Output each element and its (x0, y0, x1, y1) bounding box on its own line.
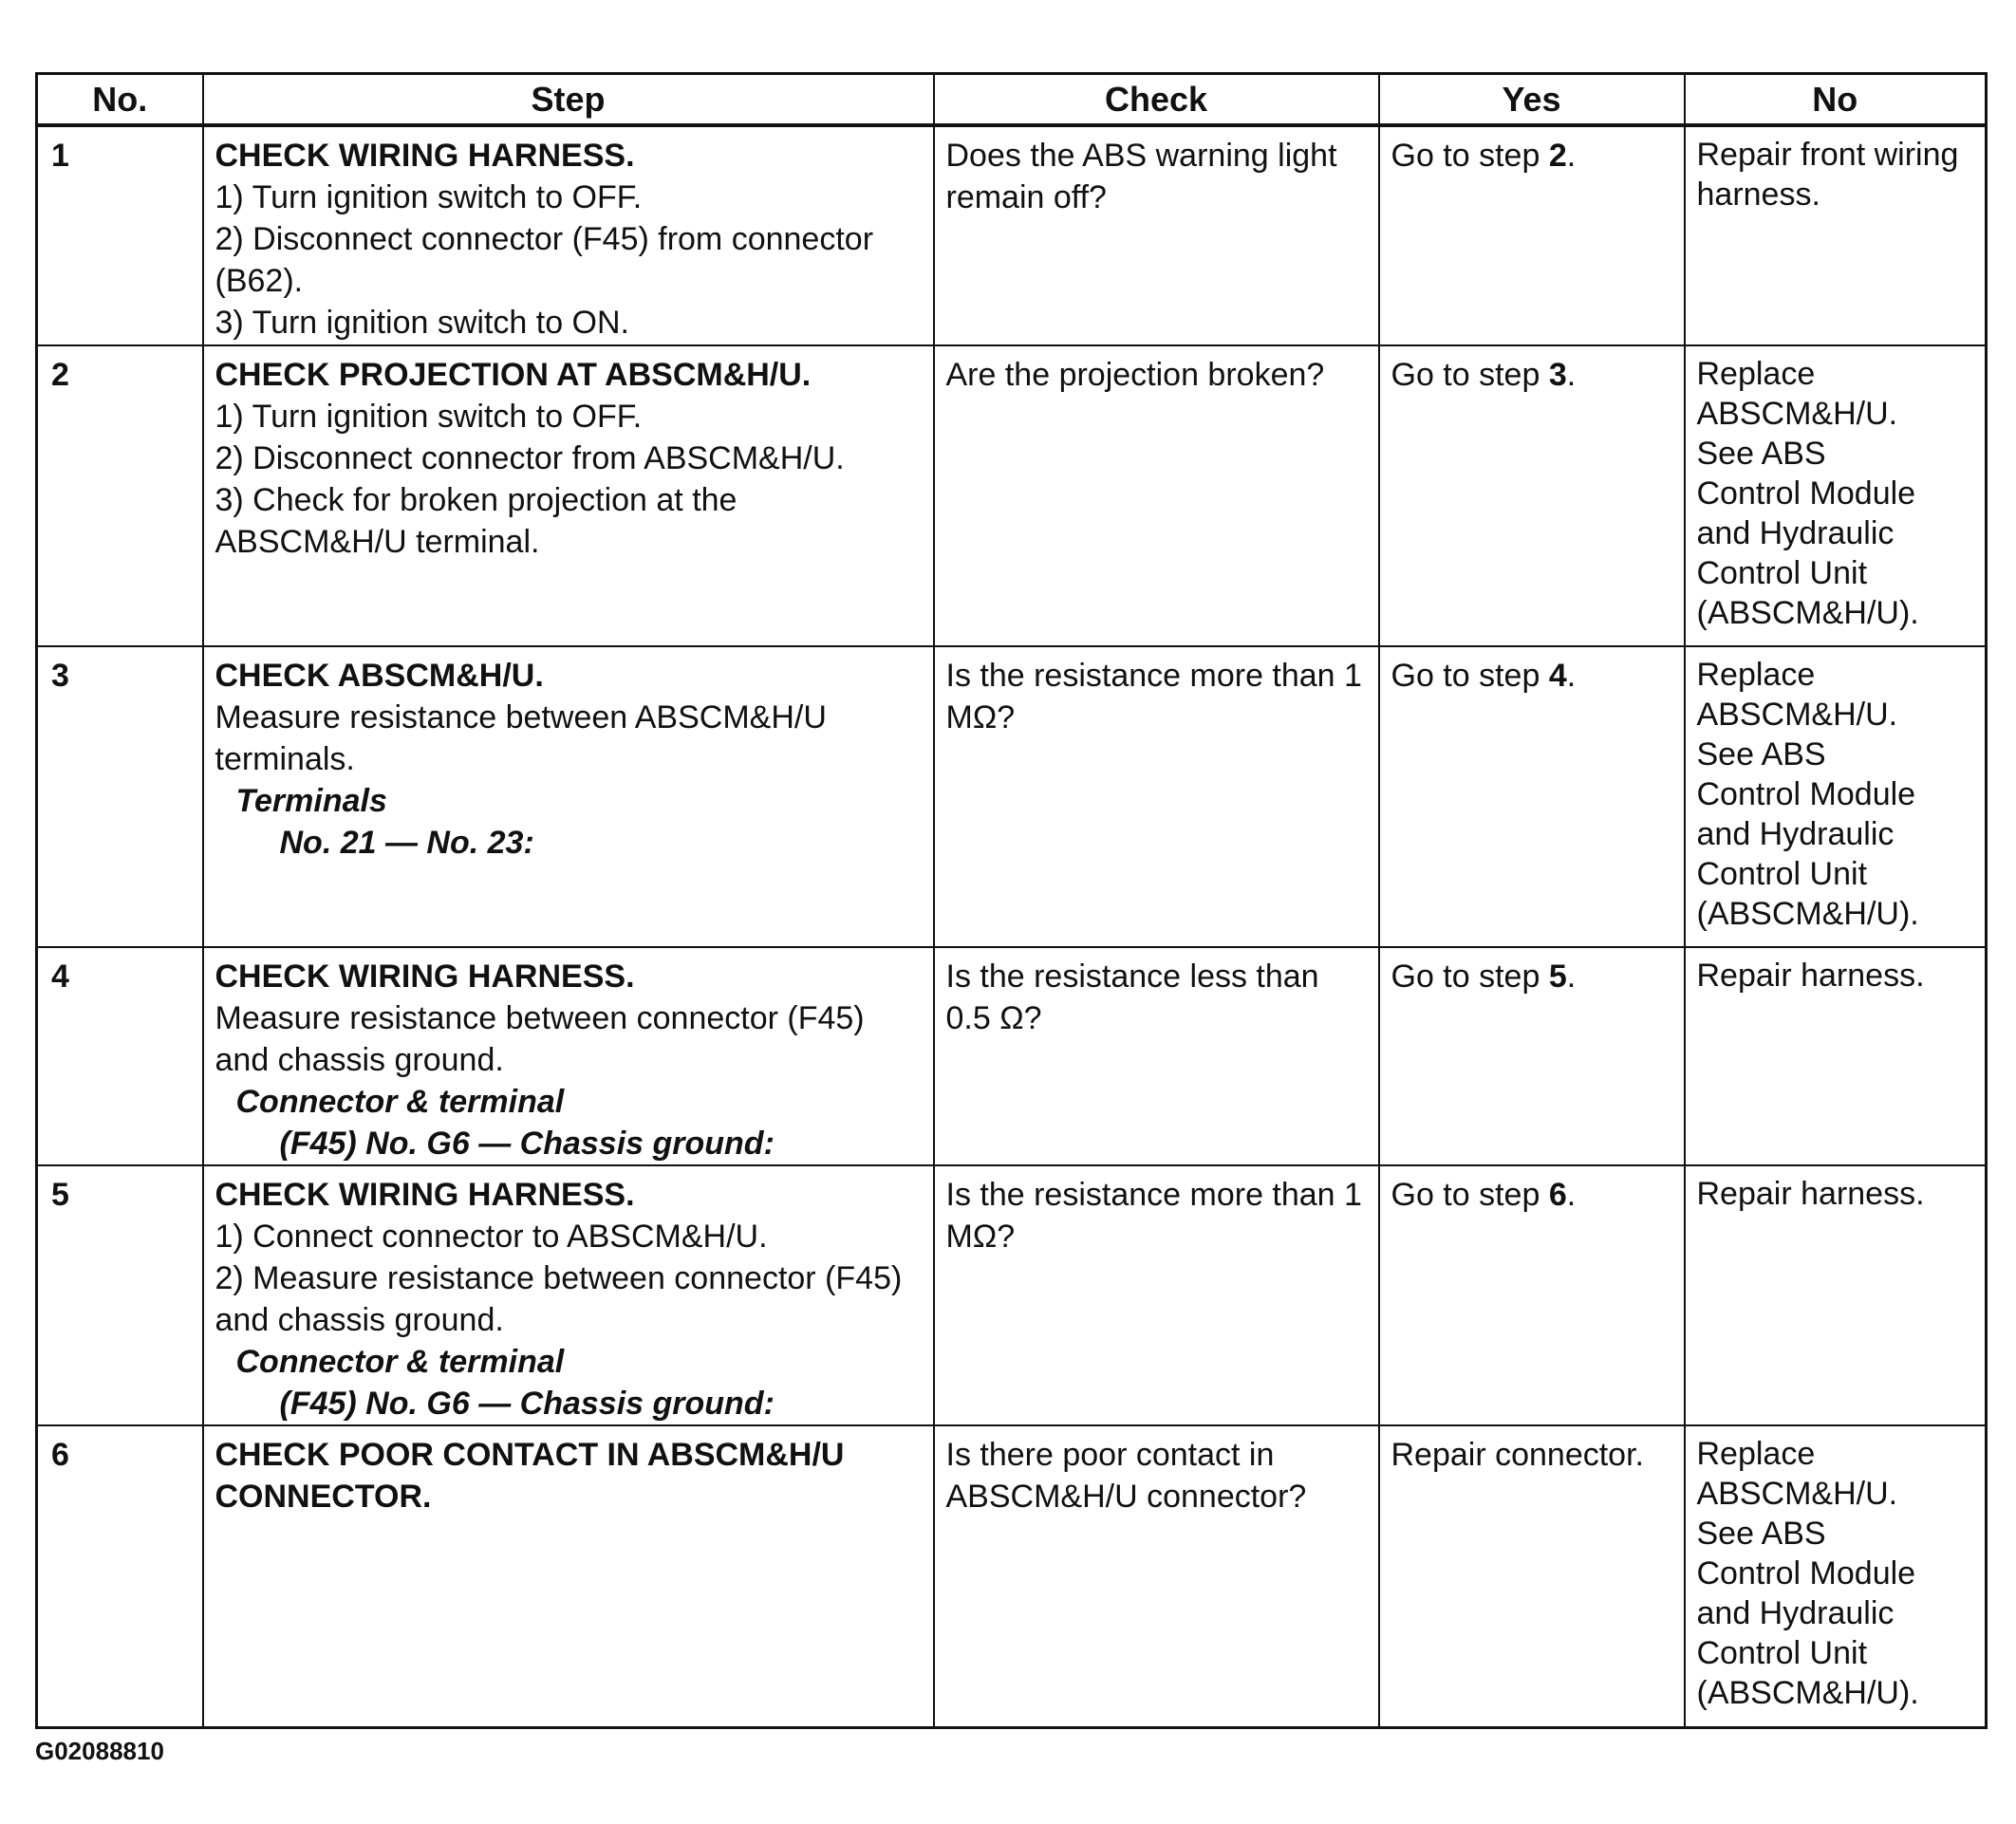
check-cell: Is the resistance more than 1 MΩ? (934, 646, 1379, 947)
step-title: CHECK WIRING HARNESS. (215, 959, 635, 995)
yes-prefix: Go to step (1391, 138, 1549, 174)
yes-prefix: Go to step (1391, 357, 1549, 393)
step-title: CHECK PROJECTION AT ABSCM&H/U. (215, 357, 812, 393)
no-line: Replace (1696, 356, 1816, 392)
spec-label: Connector & terminal (235, 1344, 565, 1380)
yes-suffix: . (1566, 658, 1577, 694)
yes-step-ref: 2 (1548, 138, 1567, 174)
yes-step-ref: 3 (1548, 357, 1567, 393)
header-no-result: No (1685, 74, 1987, 126)
check-cell: Is there poor contact in ABSCM&H/U connector? (934, 1425, 1379, 1727)
step-number: 6 (37, 1425, 203, 1727)
no-line: Repair front wiring harness. (1696, 137, 1959, 213)
step-cell (203, 1165, 934, 1425)
yes-prefix: Go to step (1391, 959, 1549, 995)
no-cell (1685, 345, 1987, 646)
no-cell (1685, 1425, 1987, 1727)
check-cell: Is the resistance more than 1 MΩ? (934, 1165, 1379, 1425)
step-cell (203, 947, 934, 1165)
step-line: 1) Turn ignition switch to OFF. (215, 399, 643, 435)
step-title: CHECK POOR CONTACT IN ABSCM&H/U CONNECTOR. (215, 1437, 845, 1515)
yes-cell (1379, 947, 1685, 1165)
no-line: Control Module (1696, 475, 1916, 512)
table-row (37, 125, 1987, 345)
no-cell (1685, 1165, 1987, 1425)
no-line: ABSCM&H/U. (1696, 697, 1898, 733)
step-line: 1) Connect connector to ABSCM&H/U. (215, 1219, 768, 1255)
no-line: See ABS (1696, 1516, 1826, 1552)
no-cell (1685, 947, 1987, 1165)
no-line: ABSCM&H/U. (1696, 1476, 1898, 1512)
no-line: ABSCM&H/U. (1696, 396, 1898, 432)
spec-label: Terminals (235, 783, 387, 819)
header-yes: Yes (1379, 74, 1685, 126)
header-check: Check (934, 74, 1379, 126)
step-number: 4 (37, 947, 203, 1165)
step-cell (203, 345, 934, 646)
no-line: Control Unit (1696, 1635, 1868, 1671)
check-cell: Is the resistance less than 0.5 Ω? (934, 947, 1379, 1165)
no-line: Replace (1696, 1436, 1816, 1472)
step-number: 2 (37, 345, 203, 646)
step-title: CHECK WIRING HARNESS. (215, 138, 635, 174)
step-cell (203, 1425, 934, 1727)
diagnostic-table (35, 72, 1988, 1729)
step-title: CHECK WIRING HARNESS. (215, 1177, 635, 1213)
step-line: 3) Check for broken projection at the ABSCM&H/U terminal. (215, 482, 737, 560)
yes-step-ref: 6 (1548, 1177, 1567, 1213)
no-line: Replace (1696, 657, 1816, 693)
no-line: Control Module (1696, 776, 1916, 812)
spec-value: No. 21 — No. 23: (279, 825, 534, 861)
yes-prefix: Go to step (1391, 1177, 1549, 1213)
table-row (37, 947, 1987, 1165)
no-line: See ABS (1696, 436, 1826, 472)
yes-suffix: . (1566, 959, 1577, 995)
yes-suffix: . (1566, 357, 1577, 393)
step-cell (203, 125, 934, 345)
check-cell: Does the ABS warning light remain off? (934, 125, 1379, 345)
no-line: (ABSCM&H/U). (1696, 896, 1919, 932)
step-line: 2) Measure resistance between connector (F45) and chassis ground. (215, 1260, 903, 1338)
table-row (37, 646, 1987, 947)
step-line: 2) Disconnect connector from ABSCM&H/U. (215, 440, 845, 476)
no-line: Control Unit (1696, 555, 1868, 591)
check-cell: Are the projection broken? (934, 345, 1379, 646)
step-line: 2) Disconnect connector (F45) from connector (B62). (215, 221, 874, 299)
yes-suffix: . (1566, 138, 1577, 174)
yes-step-ref: 4 (1548, 658, 1567, 694)
no-line: and Hydraulic (1696, 515, 1895, 551)
step-line: Measure resistance between connector (F45) and chassis ground. (215, 1000, 865, 1078)
yes-suffix: . (1566, 1177, 1577, 1213)
no-line: See ABS (1696, 736, 1826, 772)
step-number: 3 (37, 646, 203, 947)
spec-value: (F45) No. G6 — Chassis ground: (279, 1386, 775, 1422)
header-step: Step (203, 74, 934, 126)
yes-step-ref: 5 (1548, 959, 1567, 995)
figure-id: G02088810 (35, 1737, 164, 1765)
no-line: (ABSCM&H/U). (1696, 595, 1919, 631)
table-row (37, 345, 1987, 646)
step-number: 5 (37, 1165, 203, 1425)
spec-value: (F45) No. G6 — Chassis ground: (279, 1126, 775, 1162)
no-cell (1685, 125, 1987, 345)
header-row (37, 74, 1987, 126)
yes-cell: Repair connector. (1379, 1425, 1685, 1727)
step-title: CHECK ABSCM&H/U. (215, 658, 544, 694)
table-body (37, 125, 1987, 1727)
no-line: and Hydraulic (1696, 816, 1895, 852)
yes-prefix: Go to step (1391, 658, 1549, 694)
no-line: (ABSCM&H/U). (1696, 1675, 1919, 1711)
yes-cell (1379, 345, 1685, 646)
yes-cell (1379, 646, 1685, 947)
no-line: Repair harness. (1696, 1176, 1925, 1212)
yes-cell (1379, 125, 1685, 345)
no-line: Control Module (1696, 1555, 1916, 1591)
step-number: 1 (37, 125, 203, 345)
table-row (37, 1425, 1987, 1727)
step-line: 3) Turn ignition switch to ON. (215, 305, 630, 341)
step-cell (203, 646, 934, 947)
no-line: Repair harness. (1696, 958, 1925, 994)
no-line: and Hydraulic (1696, 1595, 1895, 1631)
step-line: Measure resistance between ABSCM&H/U terminals. (215, 699, 827, 777)
header-no: No. (37, 74, 203, 126)
spec-label: Connector & terminal (235, 1084, 565, 1120)
no-line: Control Unit (1696, 856, 1868, 892)
table-row (37, 1165, 1987, 1425)
step-line: 1) Turn ignition switch to OFF. (215, 179, 643, 215)
no-cell (1685, 646, 1987, 947)
yes-cell (1379, 1165, 1685, 1425)
